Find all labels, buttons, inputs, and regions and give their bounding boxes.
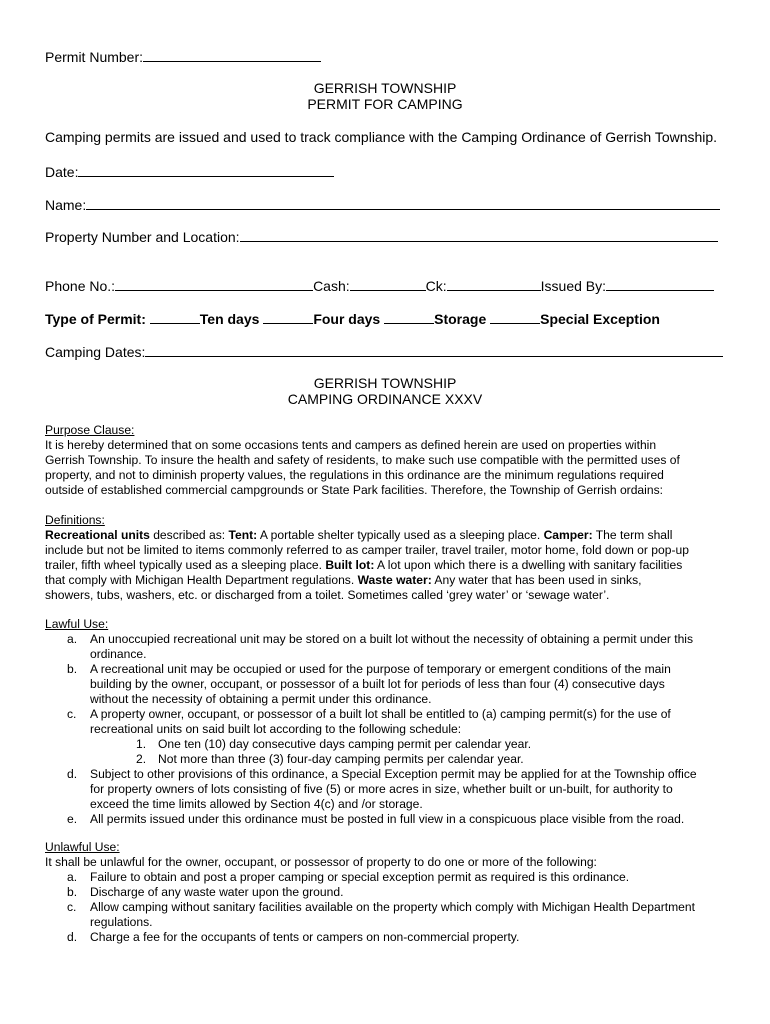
lawful-heading	[45, 617, 725, 632]
name-label: Name:	[45, 197, 87, 213]
list-item-line: All permits issued under this ordinance must be posted in full view in a conspicuous place visible from the road.	[90, 812, 685, 826]
list-item-line: exceed the time limits allowed by Section 4(c) and /or storage.	[90, 797, 423, 811]
ordinance-title-line2: CAMPING ORDINANCE XXXV	[287, 391, 483, 407]
list-marker: c.	[67, 900, 77, 914]
list-item-line: for property owners of lots consisting of five (5) or more acres in size, whether built or un-built, for authority to	[90, 782, 673, 796]
property-row	[45, 227, 718, 245]
list-marker: e.	[67, 812, 78, 826]
lawful-heading-text: Lawful Use:	[45, 617, 109, 631]
unlawful-intro: It shall be unlawful for the owner, occupant, or possessor of property to do one or more of the following:	[45, 855, 597, 869]
form-title-line2: PERMIT FOR CAMPING	[307, 96, 463, 112]
special-exception-checkfield[interactable]	[490, 309, 540, 324]
form-intro: Camping permits are issued and used to track compliance with the Camping Ordinance of Gerrish Township.	[45, 129, 718, 145]
definitions-line	[45, 528, 725, 543]
permit-number-row	[45, 47, 321, 65]
unlawful-heading: Unlawful Use:	[45, 840, 120, 854]
def-text: A portable shelter typically used as a sleeping place.	[257, 528, 544, 542]
phone-label: Phone No.:	[45, 278, 116, 294]
list-item-line: An unoccupied recreational unit may be stored on a built lot without the necessity of obtaining a permit under this	[90, 632, 694, 646]
storage-checkfield[interactable]	[384, 309, 434, 324]
purpose-section	[45, 423, 725, 498]
list-item-line: Discharge of any waste water upon the ground.	[90, 885, 344, 899]
camping-dates-label: Camping Dates:	[45, 344, 146, 360]
purpose-heading: Purpose Clause:	[45, 423, 135, 437]
purpose-line: property, and not to diminish property values, the regulations in this ordinance are the minimum regulations required	[45, 468, 664, 482]
ck-label: Ck:	[425, 278, 447, 294]
list-item-line: Failure to obtain and post a proper camping or special exception permit as required is this ordinance.	[90, 870, 630, 884]
ten-days-option: Ten days	[199, 311, 260, 327]
list-item-line: One ten (10) day consecutive days camping permit per calendar year.	[158, 737, 532, 751]
def-text: The term shall	[592, 528, 673, 542]
list-marker: b.	[67, 885, 78, 899]
def-text: Any water that has been used in sinks,	[431, 573, 642, 587]
definitions-line: include but not be limited to items commonly referred to as camper trailer, travel trailer, motor home, fold down or pop-up	[45, 543, 689, 557]
form-title-line1: GERRISH TOWNSHIP	[313, 80, 457, 96]
recreational-units-term: Recreational units	[45, 528, 150, 542]
list-item-line: without the necessity of obtaining a permit under this ordinance.	[90, 692, 432, 706]
def-text: described as:	[149, 528, 229, 542]
list-item-line: Not more than three (3) four-day camping permits per calendar year.	[158, 752, 524, 766]
issued-by-field[interactable]	[606, 276, 714, 291]
phone-row	[45, 276, 714, 294]
def-text: that comply with Michigan Health Department regulations.	[45, 573, 358, 587]
name-row	[45, 195, 720, 213]
list-marker: d.	[67, 930, 78, 944]
list-marker: 1.	[136, 737, 147, 751]
def-text: A lot upon which there is a dwelling with sanitary facilities	[374, 558, 683, 572]
list-marker: 2.	[136, 752, 147, 766]
built-lot-term: Built lot:	[325, 558, 375, 572]
property-label: Property Number and Location:	[45, 229, 240, 245]
list-item-line: building by the owner, occupant, or possessor of a built lot for periods of less than four (4) consecutive days	[90, 677, 665, 691]
ordinance-title-line1: GERRISH TOWNSHIP	[313, 375, 457, 391]
list-marker: a.	[67, 632, 78, 646]
definitions-line: showers, tubs, washers, etc. or discharged from a toilet. Sometimes called ‘grey water’ or ‘sewage water’.	[45, 588, 610, 602]
list-marker: a.	[67, 870, 78, 884]
permit-type-row	[45, 309, 660, 327]
purpose-line: Gerrish Township. To insure the health and safety of residents, to make such use compatible with the permitted uses of	[45, 453, 680, 467]
special-exception-option: Special Exception	[540, 311, 660, 327]
property-field[interactable]	[240, 227, 718, 242]
camping-dates-field[interactable]	[145, 342, 723, 357]
permit-number-field[interactable]	[143, 47, 321, 62]
list-item-line: regulations.	[90, 915, 153, 929]
cash-field[interactable]	[350, 276, 426, 291]
list-item-line: recreational units on said built lot according to the following schedule:	[90, 722, 462, 736]
definitions-section	[45, 513, 725, 603]
list-marker: c.	[67, 707, 77, 721]
camper-term: Camper:	[543, 528, 593, 542]
list-item-line: A property owner, occupant, or possessor of a built lot shall be entitled to (a) camping permit(s) for the use of	[90, 707, 671, 721]
unlawful-section	[45, 840, 725, 870]
phone-field[interactable]	[115, 276, 313, 291]
permit-type-label: Type of Permit:	[45, 311, 146, 327]
camping-dates-row	[45, 342, 723, 360]
issued-by-label: Issued By:	[540, 278, 607, 294]
list-marker: d.	[67, 767, 78, 781]
waste-water-term: Waste water:	[357, 573, 432, 587]
ck-field[interactable]	[447, 276, 541, 291]
definitions-line	[45, 573, 725, 588]
date-label: Date:	[45, 164, 79, 180]
four-days-checkfield[interactable]	[263, 309, 313, 324]
list-item-line: ordinance.	[90, 647, 147, 661]
four-days-option: Four days	[313, 311, 381, 327]
ten-days-checkfield[interactable]	[150, 309, 200, 324]
purpose-line: It is hereby determined that on some occasions tents and campers as defined herein are used on properties within	[45, 438, 657, 452]
list-item-line: Subject to other provisions of this ordinance, a Special Exception permit may be applied for at the Township office	[90, 767, 697, 781]
list-item-line: Charge a fee for the occupants of tents or campers on non-commercial property.	[90, 930, 520, 944]
def-text: trailer, fifth wheel typically used as a sleeping place.	[45, 558, 326, 572]
list-item-line: Allow camping without sanitary facilities available on the property which comply with Michigan Health Department	[90, 900, 695, 914]
date-field[interactable]	[78, 162, 334, 177]
date-row	[45, 162, 334, 180]
name-field[interactable]	[86, 195, 720, 210]
permit-number-label: Permit Number:	[45, 49, 144, 65]
tent-term: Tent:	[228, 528, 258, 542]
storage-option: Storage	[434, 311, 487, 327]
list-item-line: A recreational unit may be occupied or used for the purpose of temporary or emergent conditions of the main	[90, 662, 671, 676]
purpose-line: outside of established commercial campgrounds or State Park facilities. Therefore, the Township of Gerrish ordains:	[45, 483, 663, 497]
list-marker: b.	[67, 662, 78, 676]
definitions-line	[45, 558, 725, 573]
cash-label: Cash:	[313, 278, 350, 294]
definitions-heading: Definitions:	[45, 513, 105, 527]
